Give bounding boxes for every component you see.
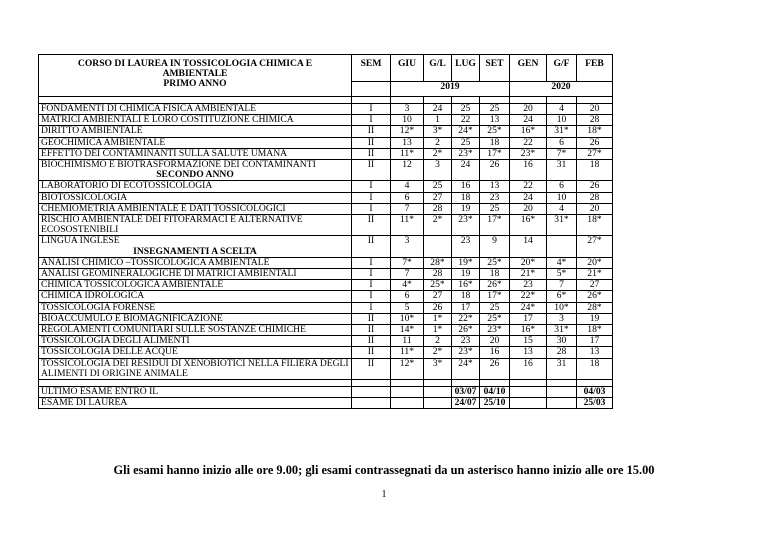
date-cell-sem: II (352, 126, 391, 137)
date-cell-feb: 18* (577, 126, 613, 137)
date-cell-giu: 11* (391, 148, 424, 159)
date-cell-sem: I (352, 104, 391, 115)
date-cell-gen: 20* (510, 257, 547, 268)
table-row (39, 302, 613, 313)
date-cell-gl: 24 (424, 104, 452, 115)
date-cell-gl (424, 236, 452, 257)
date-cell-giu: 12* (391, 126, 424, 137)
date-cell-feb: 28 (577, 115, 613, 126)
date-cell-gen: 23 (510, 280, 547, 291)
date-cell-sem: II (352, 313, 391, 324)
date-cell-gf: 31 (547, 358, 577, 379)
date-cell-gl: 27 (424, 291, 452, 302)
date-cell-lug: 24 (452, 160, 480, 181)
spacer-row-cell (39, 97, 352, 104)
date-cell-gl: 1 (424, 115, 452, 126)
date-cell-giu: 7* (391, 257, 424, 268)
course-name-cell: DIRITTO AMBIENTALE (39, 126, 352, 137)
date-cell-lug: 16 (452, 181, 480, 192)
date-cell-gf: 7 (547, 280, 577, 291)
spacer-row (39, 380, 613, 387)
course-name-cell: TOSSICOLOGIA FORENSE (39, 302, 352, 313)
date-cell-lug: 18 (452, 291, 480, 302)
table-row (39, 387, 613, 398)
course-name-cell: EFFETTO DEI CONTAMINANTI SULLA SALUTE UMANA (39, 148, 352, 159)
date-cell-sem: II (352, 137, 391, 148)
date-cell-gf: 28 (547, 347, 577, 358)
date-cell-gen: 16* (510, 325, 547, 336)
date-cell-set: 26* (480, 280, 510, 291)
date-cell-gf: 3 (547, 313, 577, 324)
spacer-row-cell (424, 380, 452, 387)
date-cell-feb: 18 (577, 358, 613, 379)
date-cell-set: 20 (480, 336, 510, 347)
col-header-lug: LUG (452, 55, 480, 82)
date-cell-set: 13 (480, 115, 510, 126)
date-cell-feb: 26 (577, 181, 613, 192)
date-cell-lug: 23* (452, 215, 480, 236)
date-cell-lug: 19* (452, 257, 480, 268)
date-cell-gen (510, 398, 547, 409)
course-name-cell: ANALISI CHIMICO –TOSSICOLOGICA AMBIENTALE (39, 257, 352, 268)
date-cell-set: 17* (480, 215, 510, 236)
date-cell-giu: 11 (391, 336, 424, 347)
date-cell-sem: II (352, 325, 391, 336)
date-cell-gl: 3 (424, 160, 452, 181)
date-cell-feb: 20* (577, 257, 613, 268)
date-cell-gl: 2* (424, 215, 452, 236)
year-cell-sem (352, 82, 391, 97)
date-cell-feb: 18* (577, 215, 613, 236)
date-cell-gen: 16 (510, 358, 547, 379)
date-cell-set: 17* (480, 148, 510, 159)
date-cell-gf: 5* (547, 269, 577, 280)
date-cell-gen (510, 387, 547, 398)
date-cell-giu: 7 (391, 269, 424, 280)
date-cell-gen: 24 (510, 115, 547, 126)
date-cell-gf: 10 (547, 115, 577, 126)
date-cell-gf: 31 (547, 160, 577, 181)
date-cell-sem: I (352, 291, 391, 302)
course-name-cell: TOSSICOLOGIA DEGLI ALIMENTI (39, 336, 352, 347)
date-cell-set: 18 (480, 137, 510, 148)
date-cell-sem (352, 398, 391, 409)
col-header-feb: FEB (577, 55, 613, 82)
date-cell-giu: 6 (391, 192, 424, 203)
date-cell-gen: 15 (510, 336, 547, 347)
col-header-gen: GEN (510, 55, 547, 82)
date-cell-gen: 20 (510, 203, 547, 214)
date-cell-gf (547, 398, 577, 409)
table-row (39, 126, 613, 137)
date-cell-lug: 19 (452, 269, 480, 280)
date-cell-gen: 22 (510, 137, 547, 148)
table-row (39, 257, 613, 268)
date-cell-gen: 16 (510, 160, 547, 181)
date-cell-set: 25 (480, 302, 510, 313)
course-name: BIOCHIMISMO E BIOTRASFORMAZIONE DEI CONTAMINANTI (41, 159, 316, 171)
date-cell-lug: 23 (452, 236, 480, 257)
date-cell-gf: 6 (547, 181, 577, 192)
table-row (39, 398, 613, 409)
date-cell-giu: 4* (391, 280, 424, 291)
date-cell-gen: 17 (510, 313, 547, 324)
spacer-row-cell (547, 380, 577, 387)
date-cell-feb: 28 (577, 192, 613, 203)
table-row (39, 280, 613, 291)
date-cell-lug: 26* (452, 325, 480, 336)
course-name-cell: REGOLAMENTI COMUNITARI SULLE SOSTANZE CHIMICHE (39, 325, 352, 336)
spacer-row-cell (39, 380, 352, 387)
course-name-cell (39, 160, 352, 181)
date-cell-feb: 26 (577, 137, 613, 148)
date-cell-set: 25 (480, 203, 510, 214)
date-cell-gf: 4 (547, 203, 577, 214)
date-cell-gf: 4 (547, 104, 577, 115)
course-name-cell: ULTIMO ESAME ENTRO IL (39, 387, 352, 398)
date-cell-gl (424, 398, 452, 409)
date-cell-feb: 20 (577, 104, 613, 115)
date-cell-sem: I (352, 192, 391, 203)
spacer-row (39, 97, 613, 104)
course-name-cell: LABORATORIO DI ECOTOSSICOLOGIA (39, 181, 352, 192)
date-cell-gen: 16* (510, 215, 547, 236)
course-name-cell: CHIMICA TOSSICOLOGICA AMBIENTALE (39, 280, 352, 291)
course-name-cell: TOSSICOLOGIA DELLE ACQUE (39, 347, 352, 358)
date-cell-gf: 6* (547, 291, 577, 302)
table-row (39, 325, 613, 336)
date-cell-gen: 24* (510, 302, 547, 313)
date-cell-lug: 24* (452, 358, 480, 379)
date-cell-sem: II (352, 336, 391, 347)
course-name-cell: BIOTOSSICOLOGIA (39, 192, 352, 203)
course-name: LINGUA INGLESE (41, 235, 120, 247)
date-cell-gen: 14 (510, 236, 547, 257)
date-cell-giu: 13 (391, 137, 424, 148)
date-cell-giu: 11* (391, 215, 424, 236)
date-cell-feb: 21* (577, 269, 613, 280)
date-cell-lug: 23* (452, 148, 480, 159)
date-cell-set: 23 (480, 192, 510, 203)
date-cell-giu: 5 (391, 302, 424, 313)
date-cell-lug: 24* (452, 126, 480, 137)
date-cell-lug: 19 (452, 203, 480, 214)
table-row (39, 347, 613, 358)
spacer-row-cell (391, 97, 424, 104)
date-cell-set: 25 (480, 104, 510, 115)
date-cell-giu: 3 (391, 236, 424, 257)
table-row (39, 181, 613, 192)
spacer-row-cell (510, 380, 547, 387)
col-header-sem: SEM (352, 55, 391, 82)
date-cell-gl: 25 (424, 181, 452, 192)
course-name-cell: CHEMIOMETRIA AMBIENTALE E DATI TOSSICOLOGICI (39, 203, 352, 214)
table-row (39, 313, 613, 324)
course-name-cell: ANALISI GEOMINERALOGICHE DI MATRICI AMBIENTALI (39, 269, 352, 280)
date-cell-sem (352, 387, 391, 398)
date-cell-feb: 25/03 (577, 398, 613, 409)
date-cell-gl: 2* (424, 148, 452, 159)
date-cell-sem: I (352, 257, 391, 268)
date-cell-lug: 18 (452, 192, 480, 203)
date-cell-sem: I (352, 181, 391, 192)
date-cell-lug: 22* (452, 313, 480, 324)
date-cell-gl: 1* (424, 325, 452, 336)
date-cell-gen: 21* (510, 269, 547, 280)
date-cell-feb: 28* (577, 302, 613, 313)
date-cell-lug: 25 (452, 137, 480, 148)
course-name-cell (39, 236, 352, 257)
year-2020-cell: 2020 (510, 82, 613, 97)
course-title-cell (39, 55, 352, 97)
course-name-cell: CHIMICA IDROLOGICA (39, 291, 352, 302)
date-cell-giu: 10 (391, 115, 424, 126)
table-body (39, 55, 613, 409)
course-name-cell: FONDAMENTI DI CHIMICA FISICA AMBIENTALE (39, 104, 352, 115)
date-cell-feb: 04/03 (577, 387, 613, 398)
date-cell-gf: 31* (547, 215, 577, 236)
date-cell-gl: 2* (424, 347, 452, 358)
table-row (39, 148, 613, 159)
date-cell-gen: 16* (510, 126, 547, 137)
col-header-gf: G/F (547, 55, 577, 82)
date-cell-gen: 22* (510, 291, 547, 302)
date-cell-set: 04/10 (480, 387, 510, 398)
spacer-row-cell (577, 380, 613, 387)
date-cell-giu: 11* (391, 347, 424, 358)
date-cell-feb: 27* (577, 148, 613, 159)
course-name-cell: ESAME DI LAUREA (39, 398, 352, 409)
spacer-row-cell (510, 97, 547, 104)
date-cell-set: 26 (480, 160, 510, 181)
table-row (39, 104, 613, 115)
spacer-row-cell (352, 97, 391, 104)
course-title-line-2: AMBIENTALE (162, 68, 228, 80)
table-row (39, 115, 613, 126)
date-cell-sem: II (352, 160, 391, 181)
date-cell-gf: 6 (547, 137, 577, 148)
spacer-row-cell (480, 380, 510, 387)
page-number: 1 (381, 489, 387, 500)
date-cell-feb: 13 (577, 347, 613, 358)
date-cell-gf: 10* (547, 302, 577, 313)
col-header-gl: G/L (424, 55, 452, 82)
date-cell-sem: I (352, 269, 391, 280)
date-cell-giu: 14* (391, 325, 424, 336)
date-cell-lug: 17 (452, 302, 480, 313)
date-cell-gl: 1* (424, 313, 452, 324)
table-row (39, 137, 613, 148)
date-cell-set: 16 (480, 347, 510, 358)
course-name-cell: TOSSICOLOGIA DEI RESIDUI DI XENOBIOTICI NELLA FILIERA DEGLI ALIMENTI DI ORIGINE ANIMALE (39, 358, 352, 379)
date-cell-set: 9 (480, 236, 510, 257)
date-cell-sem: II (352, 358, 391, 379)
footnote: Gli esami hanno inizio alle ore 9.00; gli esami contrassegnati da un asterisco hanno inizio alle ore 15.00 (113, 463, 655, 477)
spacer-row-cell (480, 97, 510, 104)
spacer-row-cell (577, 97, 613, 104)
date-cell-giu: 4 (391, 181, 424, 192)
date-cell-feb: 19 (577, 313, 613, 324)
course-name-cell: GEOCHIMICA AMBIENTALE (39, 137, 352, 148)
course-title-line-1: CORSO DI LAUREA IN TOSSICOLOGIA CHIMICA E (77, 58, 313, 69)
table-row (39, 236, 613, 257)
date-cell-gf (547, 236, 577, 257)
date-cell-lug: 16* (452, 280, 480, 291)
date-cell-sem: II (352, 148, 391, 159)
date-cell-gl: 2 (424, 336, 452, 347)
table-row (39, 291, 613, 302)
spacer-row-cell (547, 97, 577, 104)
date-cell-lug: 03/07 (452, 387, 480, 398)
spacer-row-cell (452, 97, 480, 104)
date-cell-sem: I (352, 115, 391, 126)
date-cell-gl: 2 (424, 137, 452, 148)
date-cell-gf: 10 (547, 192, 577, 203)
spacer-row-cell (391, 380, 424, 387)
col-header-giu: GIU (391, 55, 424, 82)
date-cell-gl: 28 (424, 203, 452, 214)
date-cell-gen: 13 (510, 347, 547, 358)
date-cell-giu: 6 (391, 291, 424, 302)
table-row (39, 203, 613, 214)
date-cell-gf: 31* (547, 126, 577, 137)
date-cell-set: 17* (480, 291, 510, 302)
date-cell-giu: 10* (391, 313, 424, 324)
date-cell-giu (391, 398, 424, 409)
date-cell-gl: 28 (424, 269, 452, 280)
table-row (39, 269, 613, 280)
date-cell-set: 25* (480, 313, 510, 324)
spacer-row-cell (352, 380, 391, 387)
date-cell-feb: 27 (577, 280, 613, 291)
date-cell-gl: 26 (424, 302, 452, 313)
date-cell-gf: 7* (547, 148, 577, 159)
date-cell-set: 25* (480, 257, 510, 268)
date-cell-feb: 17 (577, 336, 613, 347)
exam-schedule-table (38, 54, 613, 409)
date-cell-set: 25* (480, 126, 510, 137)
date-cell-sem: I (352, 280, 391, 291)
date-cell-gf: 30 (547, 336, 577, 347)
date-cell-feb: 27* (577, 236, 613, 257)
table-row (39, 160, 613, 181)
date-cell-gl: 27 (424, 192, 452, 203)
date-cell-sem: I (352, 302, 391, 313)
header-row (39, 55, 613, 82)
col-header-set: SET (480, 55, 510, 82)
date-cell-gf: 4* (547, 257, 577, 268)
date-cell-feb: 18* (577, 325, 613, 336)
section-insegnamenti-a-scelta: INSEGNAMENTI A SCELTA (133, 245, 257, 257)
date-cell-gl: 25* (424, 280, 452, 291)
date-cell-gen: 24 (510, 192, 547, 203)
date-cell-set: 23* (480, 325, 510, 336)
date-cell-lug: 23* (452, 347, 480, 358)
spacer-row-cell (424, 97, 452, 104)
spacer-row-cell (452, 380, 480, 387)
course-name-cell: RISCHIO AMBIENTALE DEI FITOFARMACI E ALTERNATIVE ECOSOSTENIBILI (39, 215, 352, 236)
date-cell-gen: 22 (510, 181, 547, 192)
date-cell-feb: 18 (577, 160, 613, 181)
date-cell-sem: II (352, 215, 391, 236)
date-cell-giu: 12 (391, 160, 424, 181)
course-name-cell: BIOACCUMULO E BIOMAGNIFICAZIONE (39, 313, 352, 324)
table-row (39, 215, 613, 236)
date-cell-lug: 24/07 (452, 398, 480, 409)
date-cell-gf: 31* (547, 325, 577, 336)
year-label: PRIMO ANNO (163, 78, 227, 90)
date-cell-giu: 7 (391, 203, 424, 214)
date-cell-gen: 20 (510, 104, 547, 115)
date-cell-giu: 3 (391, 104, 424, 115)
date-cell-gl: 3* (424, 126, 452, 137)
date-cell-set: 25/10 (480, 398, 510, 409)
date-cell-giu (391, 387, 424, 398)
date-cell-gen: 23* (510, 148, 547, 159)
date-cell-gl (424, 387, 452, 398)
date-cell-set: 13 (480, 181, 510, 192)
date-cell-gl: 28* (424, 257, 452, 268)
date-cell-lug: 22 (452, 115, 480, 126)
table-row (39, 358, 613, 379)
table-row (39, 192, 613, 203)
date-cell-lug: 25 (452, 104, 480, 115)
date-cell-sem: I (352, 203, 391, 214)
date-cell-set: 18 (480, 269, 510, 280)
date-cell-lug: 23 (452, 336, 480, 347)
course-name-cell: MATRICI AMBIENTALI E LORO COSTITUZIONE CHIMICA (39, 115, 352, 126)
date-cell-set: 26 (480, 358, 510, 379)
section-secondo-anno: SECONDO ANNO (156, 169, 234, 181)
date-cell-feb: 26* (577, 291, 613, 302)
date-cell-giu: 12* (391, 358, 424, 379)
date-cell-feb: 20 (577, 203, 613, 214)
year-2019-cell: 2019 (391, 82, 510, 97)
table-row (39, 336, 613, 347)
date-cell-sem: II (352, 236, 391, 257)
date-cell-gl: 3* (424, 358, 452, 379)
date-cell-sem: II (352, 347, 391, 358)
date-cell-gf (547, 387, 577, 398)
